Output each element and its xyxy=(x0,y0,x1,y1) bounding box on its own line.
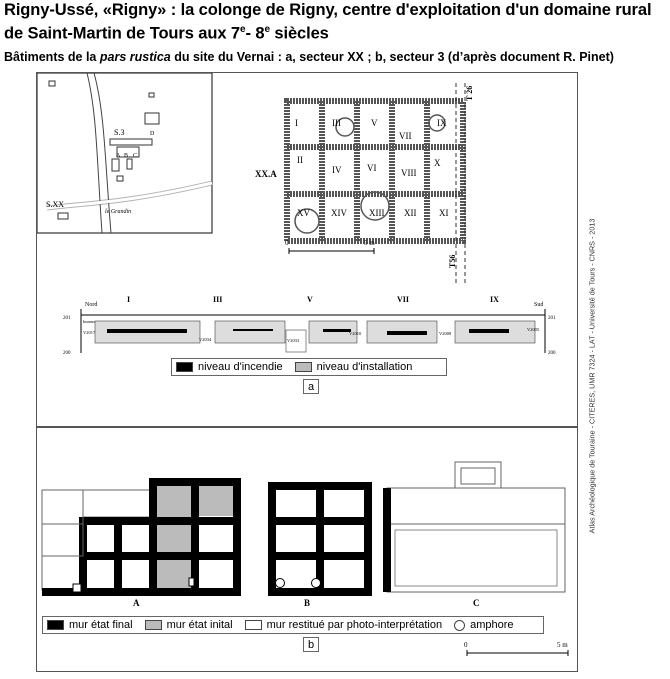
room-label: VII xyxy=(399,131,412,141)
feature-label: V2034 xyxy=(199,337,212,342)
section-top-label: III xyxy=(213,295,223,304)
section-top-label: I xyxy=(127,295,131,304)
level-label: 200 xyxy=(548,351,556,356)
plan-sector-xx xyxy=(287,101,463,241)
feature-label: V2017 xyxy=(83,330,96,335)
feature-label: V2033 xyxy=(287,338,300,343)
panel-a-tag: a xyxy=(303,379,319,394)
humus-label: humus xyxy=(83,319,96,324)
section-top-label: V xyxy=(307,295,313,304)
legend-b xyxy=(42,616,544,634)
swatch-initial xyxy=(145,620,162,630)
panel-b xyxy=(36,427,578,672)
swatch-installation xyxy=(295,362,312,372)
building-label-c: C xyxy=(473,598,480,608)
room-label: IX xyxy=(437,118,447,128)
room-label: VIII xyxy=(401,168,417,178)
panel-a xyxy=(36,72,578,427)
building-a xyxy=(42,482,237,608)
legend-key-amphore: amphore xyxy=(454,619,513,631)
title-line-2: de Saint-Martin de Tours aux 7e- 8e siècles xyxy=(4,24,329,43)
room-label: V xyxy=(371,118,378,128)
room-label: III xyxy=(332,118,341,128)
scale-zero: 0 xyxy=(285,239,289,247)
room-label: I xyxy=(295,118,298,128)
location-map xyxy=(37,73,212,233)
room-label: XV xyxy=(297,208,310,218)
room-label: VI xyxy=(367,163,377,173)
side-credit: Atlas Archéologique de Touraine - CITERES, UMR 7324 - LAT - Université de Tours - CNRS - 2013 xyxy=(587,218,597,534)
map-label-river: le Grandin xyxy=(105,209,132,215)
room-label: XIII xyxy=(369,208,385,218)
scale-zero-b: 0 xyxy=(464,641,468,649)
amphore-icon xyxy=(454,620,465,631)
section-nord: Nord xyxy=(85,302,98,308)
legend-key-installation: niveau d'installation xyxy=(295,361,413,373)
trench-label-t56: T56 xyxy=(448,254,457,268)
legend-key-initial: mur état inital xyxy=(145,619,233,631)
swatch-incendie xyxy=(176,362,193,372)
building-c xyxy=(387,462,565,608)
section-top-label: VII xyxy=(397,295,410,304)
map-label-d: D xyxy=(150,131,155,137)
swatch-restitue xyxy=(245,620,262,630)
building-label-b: B xyxy=(304,598,311,608)
page-title xyxy=(4,1,664,44)
section-sud: Sud xyxy=(534,302,544,308)
panel-b-drawing xyxy=(37,428,577,671)
title-line-1: Rigny-Ussé, «Rigny» : la colonge de Rigny, centre d'exploitation d'un domaine rural xyxy=(4,1,652,19)
legend-key-final: mur état final xyxy=(47,619,133,631)
panel-b-tag: b xyxy=(303,637,319,652)
scale-five-b: 5 m xyxy=(557,641,568,649)
room-label: XI xyxy=(439,208,449,218)
building-label-a: A xyxy=(133,598,140,608)
building-b xyxy=(272,486,368,608)
scale-five: 5 m xyxy=(364,239,375,247)
map-label-a: A xyxy=(116,153,121,159)
room-label: XII xyxy=(404,208,417,218)
feature-label: V2010 xyxy=(349,331,362,336)
map-label-sxx: S.XX xyxy=(46,200,65,209)
legend-a xyxy=(171,358,447,376)
map-label-b: B xyxy=(124,153,129,159)
figure-subtitle: Bâtiments de la pars rustica du site du Vernai : a, secteur XX ; b, secteur 3 (d’après document R. Pinet) xyxy=(4,50,614,64)
legend-key-restitue: mur restitué par photo-interprétation xyxy=(245,619,442,631)
room-label: II xyxy=(297,155,303,165)
swatch-final xyxy=(47,620,64,630)
feature-label: V2008 xyxy=(439,331,452,336)
room-label: XIV xyxy=(331,208,347,218)
room-label: IV xyxy=(332,165,342,175)
trench-label-t26: T 26 xyxy=(465,85,474,101)
stratigraphic-section xyxy=(63,295,556,356)
feature-label: V2005 xyxy=(527,327,540,332)
level-label: 201 xyxy=(548,316,556,321)
section-top-label: IX xyxy=(490,295,499,304)
room-label: X xyxy=(434,158,441,168)
level-label: 200 xyxy=(63,351,71,356)
level-label: 201 xyxy=(63,316,71,321)
legend-key-incendie: niveau d'incendie xyxy=(176,361,283,373)
map-label-c: C xyxy=(133,153,138,159)
map-label-s3: S.3 xyxy=(114,128,125,137)
plan-label-xxa: XX.A xyxy=(255,169,277,179)
